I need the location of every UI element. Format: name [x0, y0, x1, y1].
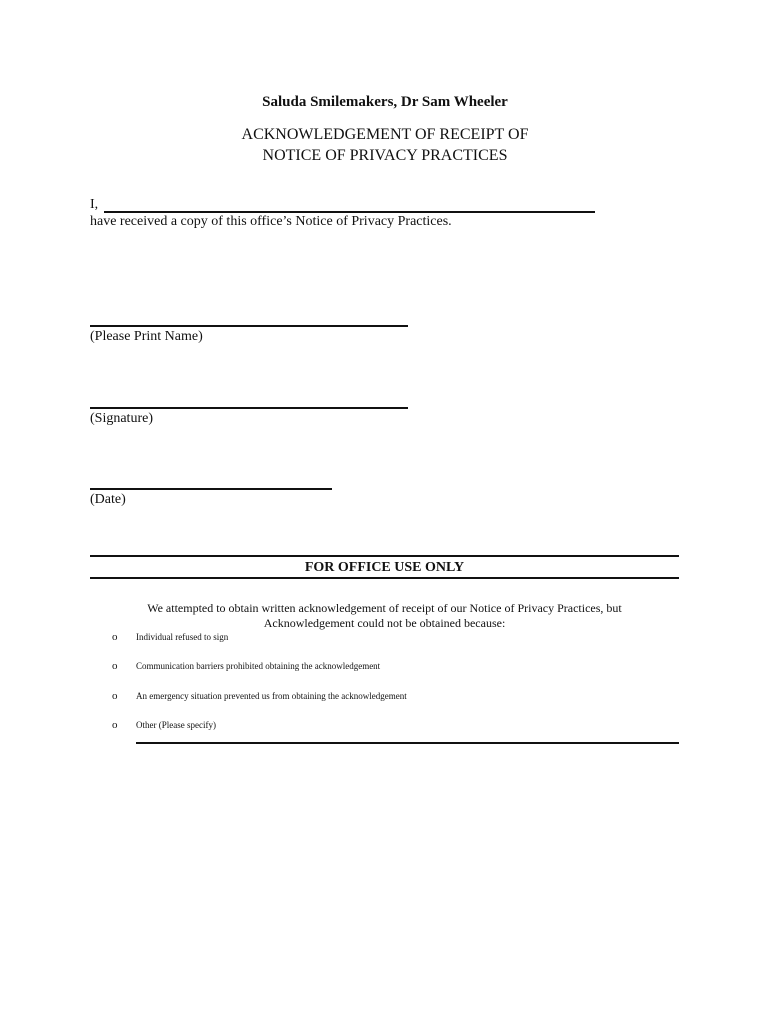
option-other[interactable]	[112, 720, 216, 730]
attempt-line-2: Acknowledgement could not be obtained because:	[263, 616, 506, 630]
option-label: An emergency situation prevented us from obtaining the acknowledgement	[136, 691, 407, 701]
office-use-bottom-rule	[90, 577, 679, 579]
option-communication-barriers[interactable]	[112, 661, 380, 671]
option-bullet-icon[interactable]: o	[112, 690, 118, 702]
date-label: (Date)	[90, 492, 126, 507]
practice-name: Saluda Smilemakers, Dr Sam Wheeler	[262, 94, 508, 110]
option-refused[interactable]	[112, 632, 228, 642]
office-use-top-rule	[90, 555, 679, 557]
attempt-line-1: We attempted to obtain written acknowledgement of receipt of our Notice of Privacy Practices, but	[147, 601, 622, 615]
attempt-statement	[90, 601, 679, 631]
page-title	[0, 124, 770, 166]
patient-name-field[interactable]	[104, 211, 595, 213]
title-line-2: NOTICE OF PRIVACY PRACTICES	[262, 147, 508, 164]
office-use-heading: FOR OFFICE USE ONLY	[304, 560, 465, 575]
option-label: Communication barriers prohibited obtaining the acknowledgement	[136, 661, 381, 671]
received-statement: have received a copy of this office’s Notice of Privacy Practices.	[90, 214, 452, 229]
option-label: Individual refused to sign	[136, 632, 229, 642]
option-bullet-icon[interactable]: o	[112, 719, 118, 731]
option-bullet-icon[interactable]: o	[112, 660, 118, 672]
date-field[interactable]	[90, 488, 332, 490]
i-label: I,	[90, 197, 99, 212]
option-label: Other (Please specify)	[136, 720, 216, 730]
option-bullet-icon[interactable]: o	[112, 631, 118, 643]
signature-field[interactable]	[90, 407, 408, 409]
print-name-label: (Please Print Name)	[90, 329, 203, 344]
title-line-1: ACKNOWLEDGEMENT OF RECEIPT OF	[241, 126, 529, 143]
option-emergency[interactable]	[112, 691, 407, 701]
print-name-field[interactable]	[90, 325, 408, 327]
signature-label: (Signature)	[90, 411, 153, 426]
other-specify-field[interactable]	[136, 742, 679, 744]
